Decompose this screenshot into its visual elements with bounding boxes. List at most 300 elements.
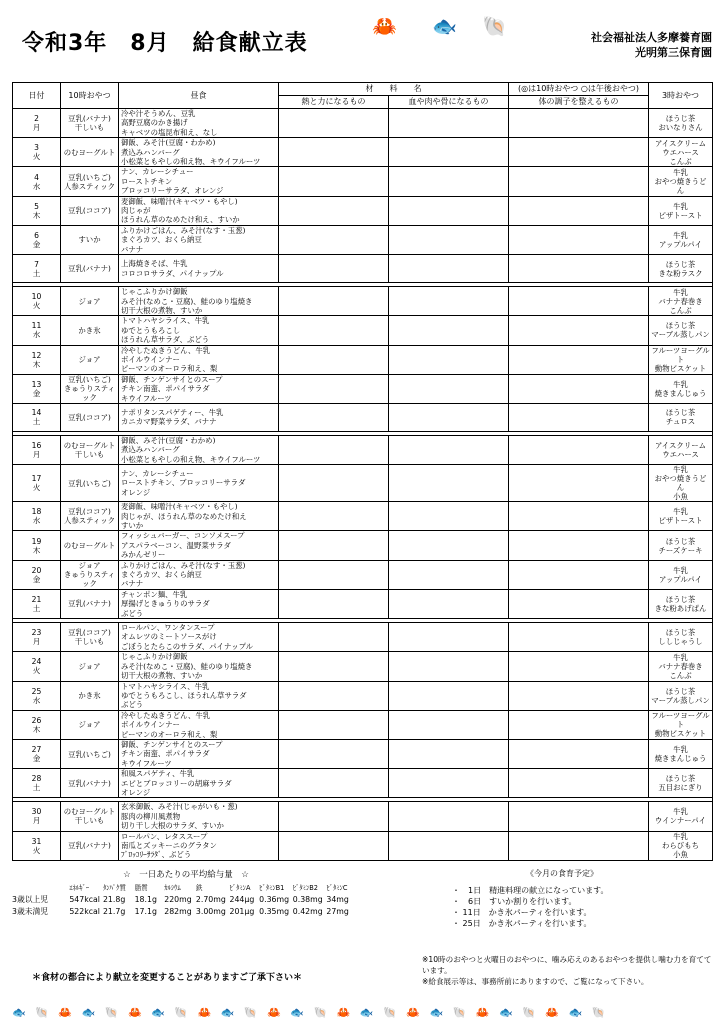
event-item: ・ 6日 すいか割りを行います。 (452, 897, 577, 906)
lunch-cell (119, 316, 279, 345)
lunch-cell (119, 831, 279, 860)
energy-ingredients-cell (279, 316, 389, 345)
cell-line: 豆乳(バナナ) (68, 599, 111, 609)
am-snack-cell (61, 225, 119, 254)
cell-line: 厚揚げときゅうりのサラダ (121, 599, 210, 609)
cell-line: 肉じゃが (121, 206, 151, 216)
date-cell (13, 465, 61, 502)
cell-line: バナナ (121, 579, 144, 589)
date-cell (13, 560, 61, 589)
condition-ingredients-cell (509, 739, 649, 768)
cell-line: オレンジ (121, 487, 151, 497)
cell-line: じゃこふりかけ御飯 (121, 652, 188, 662)
cell-line: 干しいも (74, 450, 105, 460)
cell-line: 火 (32, 483, 41, 493)
cell-line: ジョア (78, 661, 101, 671)
shell-icon: 🐚 (482, 14, 507, 38)
nutrition-value: 282mg (164, 907, 192, 916)
body-ingredients-cell (389, 109, 509, 138)
condition-ingredients-cell (509, 225, 649, 254)
menu-body (13, 109, 713, 861)
cell-line: 月 (32, 816, 41, 826)
condition-ingredients-cell (509, 465, 649, 502)
menu-row (13, 769, 713, 798)
condition-ingredients-cell (509, 374, 649, 403)
cell-line: ぶどう (121, 700, 144, 710)
cell-line: ナン、カレーシチュー (121, 469, 194, 479)
lunch-cell (119, 589, 279, 618)
energy-ingredients-cell (279, 345, 389, 374)
nutrition-value: 0.38mg (292, 895, 323, 904)
cell-line: 木 (32, 210, 41, 220)
energy-ingredients-cell (279, 255, 389, 283)
nutrition-value: 0.36mg (259, 895, 290, 904)
date-cell (13, 710, 61, 739)
cell-line: ほうれん草のなめたけ和え、すいか (121, 215, 240, 225)
nutrition-header-cell: ｶﾙｼｳﾑ (164, 884, 181, 892)
body-ingredients-cell (389, 802, 509, 831)
pm-snack-cell (649, 802, 713, 831)
energy-ingredients-cell (279, 502, 389, 531)
cell-line: 火 (32, 301, 41, 311)
menu-row (13, 225, 713, 254)
nutrition-value: 21.8g (102, 895, 126, 904)
cell-line: 牛乳 (673, 652, 688, 662)
cell-line: ウエハース (662, 147, 699, 157)
body-ingredients-cell (389, 681, 509, 710)
am-snack-cell (61, 167, 119, 196)
pm-snack-cell (649, 769, 713, 798)
cell-line: わらびもち (662, 841, 699, 851)
page-title: 令和3年 8月 給食献立表 (22, 31, 308, 56)
condition-ingredients-cell (509, 138, 649, 167)
header-am-snack: 10時おやつ (61, 83, 119, 109)
date-cell (13, 287, 61, 316)
energy-ingredients-cell (279, 374, 389, 403)
cell-line: ジョア (78, 296, 101, 306)
nutrition-value: 244μg (229, 895, 255, 904)
cell-line: 28 (31, 774, 42, 784)
lunch-cell (119, 531, 279, 560)
nutrition-header-cell: 鉄 (195, 884, 203, 892)
date-cell (13, 138, 61, 167)
nutrition-header-cell: ﾋﾞﾀﾐﾝB2 (292, 884, 318, 892)
nutrition-header-cell: ﾋﾞﾀﾐﾝA (229, 884, 251, 892)
nutrition-header-cell (12, 882, 69, 894)
cell-line: 20 (31, 565, 42, 575)
header-pm-snack: 3時おやつ (649, 83, 713, 109)
cell-line: 小魚 (673, 492, 688, 502)
cell-line: 切り干し大根のサラダ、すいか (121, 821, 224, 831)
lunch-cell (119, 435, 279, 464)
am-snack-cell (61, 345, 119, 374)
lunch-cell (119, 502, 279, 531)
cell-line: ゆでとうもろこし、ほうれん草サラダ (121, 690, 247, 700)
cell-line: 牛乳 (673, 507, 688, 517)
cell-line: ほうじ茶 (665, 259, 696, 269)
lunch-cell (119, 802, 279, 831)
cell-line: マーブル蒸しパン (651, 695, 710, 705)
pm-snack-cell (649, 138, 713, 167)
cell-line: 25 (31, 686, 42, 696)
menu-row (13, 109, 713, 138)
cell-line: ロールパン、レタススープ (121, 831, 208, 841)
cell-line: 木 (32, 724, 41, 734)
menu-row (13, 802, 713, 831)
menu-row (13, 831, 713, 860)
cell-line: ローストチキン、ブロッコリーサラダ (121, 478, 246, 488)
cell-line: かき氷 (78, 325, 101, 335)
cell-line: トマトハヤシライス、牛乳 (121, 681, 210, 691)
date-cell (13, 109, 61, 138)
body-ingredients-cell (389, 316, 509, 345)
cell-line: 18 (31, 507, 42, 517)
cell-line: かき氷 (78, 691, 101, 701)
pm-snack-cell (649, 374, 713, 403)
cell-line: まぐろカツ、おくら納豆 (121, 570, 202, 580)
am-snack-cell (61, 435, 119, 464)
cell-line: 19 (31, 536, 42, 546)
org-name: 社会福祉法人多摩養育園 (591, 31, 712, 44)
cell-line: 上海焼きそば、牛乳 (121, 259, 188, 269)
cell-line: 4 (34, 172, 39, 182)
body-ingredients-cell (389, 531, 509, 560)
cell-line: ふりかけごはん、みそ汁(なす・玉葱) (121, 225, 246, 235)
cell-line: チュロス (665, 417, 696, 427)
body-ingredients-cell (389, 710, 509, 739)
date-cell (13, 255, 61, 283)
cell-line: ほうじ茶 (665, 536, 696, 546)
cell-line: 肉じゃが、ほうれん草のなめたけ和え (121, 511, 247, 521)
am-snack-cell (61, 769, 119, 798)
cell-line: ローストチキン (121, 176, 173, 186)
energy-ingredients-cell (279, 652, 389, 681)
pm-snack-cell (649, 255, 713, 283)
energy-ingredients-cell (279, 681, 389, 710)
nutrition-header-cell: ﾀﾝﾊﾟｸ質 (102, 884, 127, 892)
condition-ingredients-cell (509, 710, 649, 739)
date-cell (13, 769, 61, 798)
energy-ingredients-cell (279, 287, 389, 316)
cell-line: 牛乳 (673, 465, 688, 475)
menu-row (13, 531, 713, 560)
cell-line: 人参スティック (64, 181, 115, 191)
cell-line: ピザトースト (658, 516, 703, 526)
nutrition-header-cell: ｴﾈﾙｷﾞｰ (69, 884, 90, 892)
menu-row (13, 739, 713, 768)
cell-line: 土 (32, 417, 41, 427)
energy-ingredients-cell (279, 531, 389, 560)
pm-snack-cell (649, 316, 713, 345)
body-ingredients-cell (389, 769, 509, 798)
condition-ingredients-cell (509, 623, 649, 652)
body-ingredients-cell (389, 287, 509, 316)
lunch-cell (119, 374, 279, 403)
cell-line: ジョア (78, 355, 101, 365)
cell-line: 小松菜ともやしの和え物、キウイフルーツ (121, 454, 261, 464)
cell-line: バナナ春巻き (658, 661, 703, 671)
energy-ingredients-cell (279, 403, 389, 431)
header-ingredients: 材 料 名 (279, 83, 509, 96)
menu-row (13, 435, 713, 464)
am-snack-cell (61, 109, 119, 138)
cell-line: オレンジ (121, 787, 151, 797)
cell-line: おやつ焼きうどん (654, 177, 707, 196)
cell-line: ボイルウインナー (121, 354, 180, 364)
am-snack-cell (61, 710, 119, 739)
cell-line: 6 (34, 230, 39, 240)
cell-line: キウイフルーツ (121, 758, 172, 768)
footnote-line: ※10時のおやつと火曜日のおやつに、噛み応えのあるおやつを提供し噛む力を育てています。 (422, 955, 712, 975)
event-item: ・ 1日 精進料理の献立になっています。 (452, 886, 609, 895)
condition-ingredients-cell (509, 435, 649, 464)
date-cell (13, 681, 61, 710)
cell-line: こんぶ (669, 670, 692, 680)
cell-line: 24 (31, 657, 42, 667)
cell-line: フルーツヨーグルト (651, 711, 710, 730)
cell-line: ほうじ茶 (665, 408, 696, 418)
cell-line: 牛乳 (673, 168, 688, 178)
menu-row (13, 196, 713, 225)
condition-ingredients-cell (509, 316, 649, 345)
footnotes (422, 954, 712, 987)
lunch-cell (119, 138, 279, 167)
energy-ingredients-cell (279, 560, 389, 589)
date-cell (13, 623, 61, 652)
date-cell (13, 502, 61, 531)
date-cell (13, 403, 61, 431)
cell-line: ブロッコリーサラダ、オレンジ (121, 186, 224, 196)
cell-line: ナポリタンスパゲティー、牛乳 (121, 408, 224, 418)
cell-line: ピーマンのオーロラ和え、梨 (121, 729, 218, 739)
crab-icon: 🦀 (372, 14, 397, 38)
am-snack-cell (61, 255, 119, 283)
nutrition-value: 18.1g (134, 895, 157, 904)
body-ingredients-cell (389, 623, 509, 652)
cell-line: ほうじ茶 (665, 686, 696, 696)
cell-line: 豆乳(ココア) (68, 206, 111, 216)
cell-line: 牛乳 (673, 230, 688, 240)
menu-row (13, 710, 713, 739)
nutrition-value: 0.42mg (292, 907, 323, 916)
cell-line: すいか (121, 521, 144, 530)
cell-line: コロコロサラダ、パイナップル (121, 268, 224, 278)
cell-line: 木 (32, 359, 41, 369)
cell-line: 豆乳(いちご) (68, 749, 111, 759)
cell-line: 焼きまんじゅう (654, 388, 707, 398)
date-cell (13, 589, 61, 618)
cell-line: 11 (31, 321, 42, 331)
nutrition-value: 547kcal (69, 895, 100, 904)
energy-ingredients-cell (279, 435, 389, 464)
nutrition-value: 3歳未満児 (12, 907, 49, 916)
condition-ingredients-cell (509, 167, 649, 196)
body-ingredients-cell (389, 435, 509, 464)
cell-line: ししじゃうし (658, 637, 703, 647)
cell-line: チキン南蛮、ポパイサラダ (121, 384, 210, 394)
footer-area (12, 868, 712, 1008)
cell-line: アイスクリーム (655, 441, 706, 451)
cell-line: 牛乳 (673, 807, 688, 817)
date-cell (13, 374, 61, 403)
energy-ingredients-cell (279, 109, 389, 138)
pm-snack-cell (649, 435, 713, 464)
body-ingredients-cell (389, 739, 509, 768)
am-snack-cell (61, 831, 119, 860)
nutrition-value: 27mg (326, 907, 349, 916)
pm-snack-cell (649, 710, 713, 739)
cell-line: アスパラベーコン、温野菜サラダ (121, 540, 231, 550)
cell-line: のむヨーグルト (63, 807, 116, 817)
cell-line: 小魚 (673, 850, 688, 860)
cell-line: チキン南蛮、ポパイサラダ (121, 749, 210, 759)
body-ingredients-cell (389, 374, 509, 403)
cell-line: 26 (31, 715, 42, 725)
body-ingredients-cell (389, 225, 509, 254)
header-energy: 熱と力になるもの (279, 96, 389, 109)
cell-line: 牛乳 (673, 287, 688, 297)
cell-line: 5 (34, 201, 39, 211)
nutrition-header-cell: ﾋﾞﾀﾐﾝB1 (259, 884, 285, 892)
lunch-cell (119, 710, 279, 739)
nutrition-value: 522kcal (69, 907, 100, 916)
pm-snack-cell (649, 167, 713, 196)
menu-row (13, 316, 713, 345)
cell-line: 豆乳(ココア) (68, 507, 111, 517)
cell-line: ほうじ茶 (665, 774, 696, 784)
cell-line: 牛乳 (673, 832, 688, 842)
cell-line: 和風スパゲティ、牛乳 (121, 769, 195, 779)
cell-line: ウインナーパイ (654, 816, 707, 826)
nutrition-row (12, 894, 360, 906)
condition-ingredients-cell (509, 802, 649, 831)
body-ingredients-cell (389, 138, 509, 167)
cell-line: すいか (78, 235, 101, 245)
date-cell (13, 167, 61, 196)
pm-snack-cell (649, 652, 713, 681)
cell-line: ほうじ茶 (665, 628, 696, 638)
body-ingredients-cell (389, 196, 509, 225)
lunch-cell (119, 287, 279, 316)
cell-line: 豆乳(ココア) (68, 628, 111, 638)
cell-line: きな粉あげぱん (654, 603, 707, 613)
pm-snack-cell (649, 560, 713, 589)
organization (591, 30, 712, 60)
lunch-cell (119, 560, 279, 589)
condition-ingredients-cell (509, 403, 649, 431)
am-snack-cell (61, 403, 119, 431)
energy-ingredients-cell (279, 196, 389, 225)
cell-line: 豆乳(バナナ) (68, 778, 111, 788)
energy-ingredients-cell (279, 465, 389, 502)
header (12, 8, 712, 80)
cell-line: 動物ビスケット (654, 364, 707, 374)
cell-line: アップルパイ (658, 574, 702, 584)
cell-line: 煮込みハンバーグ (121, 147, 180, 157)
am-snack-cell (61, 623, 119, 652)
lunch-cell (119, 345, 279, 374)
cell-line: 玄米御飯、みそ汁(じゃがいも・葱) (121, 802, 238, 812)
condition-ingredients-cell (509, 345, 649, 374)
pm-snack-cell (649, 531, 713, 560)
header-body: 血や肉や骨になるもの (389, 96, 509, 109)
cell-line: バナナ (121, 244, 144, 254)
body-ingredients-cell (389, 560, 509, 589)
lunch-cell (119, 623, 279, 652)
pm-snack-cell (649, 681, 713, 710)
am-snack-cell (61, 196, 119, 225)
pm-snack-cell (649, 465, 713, 502)
condition-ingredients-cell (509, 769, 649, 798)
cell-line: 豆乳(バナナ) (68, 264, 111, 274)
cell-line: 焼きまんじゅう (654, 754, 707, 764)
lunch-cell (119, 225, 279, 254)
condition-ingredients-cell (509, 831, 649, 860)
condition-ingredients-cell (509, 531, 649, 560)
pm-snack-cell (649, 831, 713, 860)
body-ingredients-cell (389, 831, 509, 860)
am-snack-cell (61, 465, 119, 502)
body-ingredients-cell (389, 465, 509, 502)
cell-line: 干しいも (74, 123, 105, 133)
cell-line: 御飯、チンゲンサイとのスープ (121, 374, 223, 384)
energy-ingredients-cell (279, 225, 389, 254)
cell-line: 2 (34, 114, 39, 124)
lunch-cell (119, 255, 279, 283)
am-snack-cell (61, 652, 119, 681)
header-date: 日付 (13, 83, 61, 109)
nutrition-value: 21.7g (102, 907, 126, 916)
lunch-cell (119, 167, 279, 196)
cell-line: ボイルウインナー (121, 720, 180, 730)
cell-line: 31 (31, 836, 42, 846)
header-lunch: 昼食 (119, 83, 279, 109)
condition-ingredients-cell (509, 560, 649, 589)
cell-line: 13 (31, 379, 42, 389)
am-snack-cell (61, 502, 119, 531)
energy-ingredients-cell (279, 138, 389, 167)
pm-snack-cell (649, 739, 713, 768)
cell-line: 煮込みハンバーグ (121, 445, 180, 455)
nutrition-value: 3.00mg (195, 907, 226, 916)
nutrition-rows (12, 894, 360, 918)
pm-snack-cell (649, 287, 713, 316)
cell-line: 冷や汁そうめん、豆乳 (121, 109, 196, 118)
cell-line: おいなりさん (658, 123, 703, 133)
cell-line: 御飯、みそ汁(豆腐・わかめ) (121, 435, 216, 445)
cell-line: こんぶ (669, 156, 692, 166)
cell-line: こんぶ (669, 305, 692, 315)
body-ingredients-cell (389, 345, 509, 374)
event-item: ・ 11日 かき氷パーティを行います。 (452, 908, 592, 917)
cell-line: 豚肉の柳川風煮物 (121, 811, 181, 821)
cell-line: 7 (34, 259, 39, 269)
lunch-cell (119, 196, 279, 225)
cell-line: 御飯、みそ汁(豆腐・わかめ) (121, 138, 216, 148)
cell-line: マーブル蒸しパン (651, 330, 710, 340)
nutrition-value: 0.35mg (259, 907, 290, 916)
school-name: 光明第三保育園 (635, 46, 712, 59)
cell-line: ﾌﾞﾛｯｺﾘｰｻﾗﾀﾞ、ぶどう (121, 850, 192, 860)
menu-row (13, 167, 713, 196)
am-snack-cell (61, 287, 119, 316)
cell-line: 牛乳 (673, 565, 688, 575)
events-title: 《今月の食育予定》 (526, 869, 598, 878)
menu-row (13, 287, 713, 316)
cell-line: 五目おにぎり (658, 783, 703, 793)
condition-ingredients-cell (509, 287, 649, 316)
cell-line: 干しいも (74, 637, 105, 647)
